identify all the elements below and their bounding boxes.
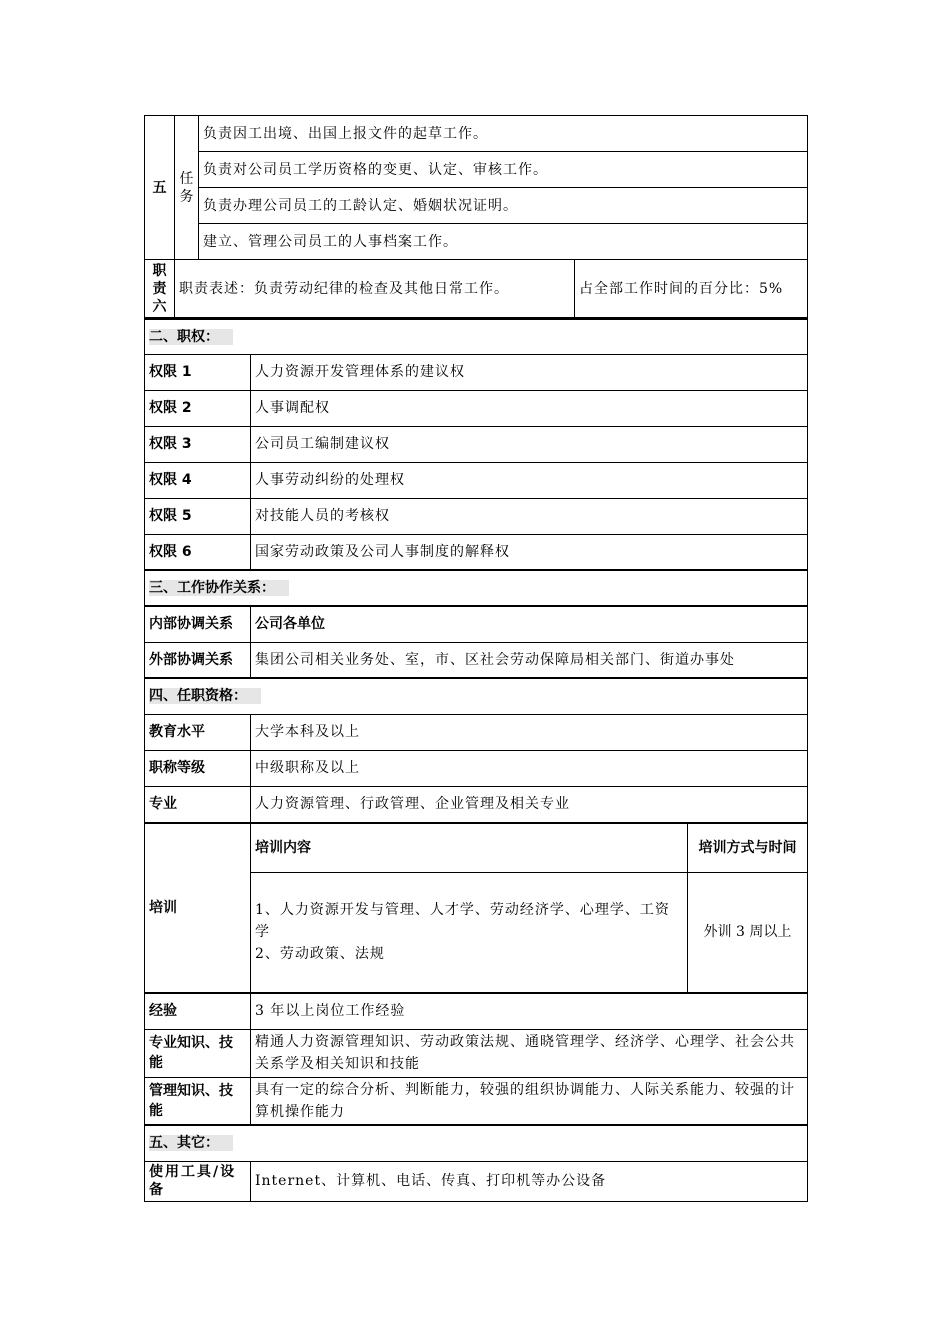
duty6-description: 职责表述：负责劳动纪律的检查及其他日常工作。 xyxy=(175,260,575,318)
tools-label: 使用工具/设备 xyxy=(145,1161,251,1201)
authority-value-1: 人力资源开发管理体系的建议权 xyxy=(251,354,808,390)
education-label: 教育水平 xyxy=(145,714,251,750)
education-value: 大学本科及以上 xyxy=(251,714,808,750)
authority-label-2: 权限 2 xyxy=(145,390,251,426)
internal-coop-label: 内部协调关系 xyxy=(145,606,251,642)
training-content xyxy=(251,872,688,992)
duty5-number: 五 xyxy=(145,116,175,260)
duty5-task-1: 负责因工出境、出国上报文件的起草工作。 xyxy=(199,116,808,152)
authority-title: 二、职权： xyxy=(145,319,808,354)
major-value: 人力资源管理、行政管理、企业管理及相关专业 xyxy=(251,786,808,822)
duty5-task-3: 负责办理公司员工的工龄认定、婚姻状况证明。 xyxy=(199,188,808,224)
pro-skill-label: 专业知识、技能 xyxy=(145,1029,251,1077)
authority-value-3: 公司员工编制建议权 xyxy=(251,426,808,462)
external-coop-label: 外部协调关系 xyxy=(145,642,251,678)
duty5-task-2: 负责对公司员工学历资格的变更、认定、审核工作。 xyxy=(199,152,808,188)
other-title: 五、其它： xyxy=(145,1125,808,1161)
training-content-line-2: 2、劳动政策、法规 xyxy=(255,946,385,962)
experience-value: 3 年以上岗位工作经验 xyxy=(251,993,808,1029)
authority-label-5: 权限 5 xyxy=(145,498,251,534)
qualification-extra-table xyxy=(144,993,808,1202)
authority-table xyxy=(144,318,808,823)
training-content-line-1: 1、人力资源开发与管理、人才学、劳动经济学、心理学、工资学 xyxy=(255,902,670,940)
training-table xyxy=(144,823,808,993)
mgmt-skill-label: 管理知识、技能 xyxy=(145,1077,251,1125)
job-description-page xyxy=(144,115,807,1202)
experience-label: 经验 xyxy=(145,993,251,1029)
training-label: 培训 xyxy=(145,823,251,992)
title-level-label: 职称等级 xyxy=(145,750,251,786)
authority-label-6: 权限 6 xyxy=(145,534,251,570)
internal-coop-value: 公司各单位 xyxy=(251,606,808,642)
training-method-header: 培训方式与时间 xyxy=(688,823,808,872)
duty6-percent: 占全部工作时间的百分比：5% xyxy=(575,260,808,318)
mgmt-skill-value: 具有一定的综合分析、判断能力，较强的组织协调能力、人际关系能力、较强的计算机操作能力 xyxy=(251,1077,808,1125)
authority-value-6: 国家劳动政策及公司人事制度的解释权 xyxy=(251,534,808,570)
tools-value: Internet、计算机、电话、传真、打印机等办公设备 xyxy=(251,1161,808,1201)
training-content-header: 培训内容 xyxy=(251,823,688,872)
authority-value-4: 人事劳动纠纷的处理权 xyxy=(251,462,808,498)
duty6-label: 职责六 xyxy=(145,260,175,318)
cooperation-title: 三、工作协作关系： xyxy=(145,570,808,606)
duty5-task-4: 建立、管理公司员工的人事档案工作。 xyxy=(199,224,808,260)
authority-label-1: 权限 1 xyxy=(145,354,251,390)
authority-label-4: 权限 4 xyxy=(145,462,251,498)
major-label: 专业 xyxy=(145,786,251,822)
title-level-value: 中级职称及以上 xyxy=(251,750,808,786)
duty5-task-label: 任务 xyxy=(175,116,199,260)
authority-value-2: 人事调配权 xyxy=(251,390,808,426)
external-coop-value: 集团公司相关业务处、室，市、区社会劳动保障局相关部门、街道办事处 xyxy=(251,642,808,678)
pro-skill-value: 精通人力资源管理知识、劳动政策法规、通晓管理学、经济学、心理学、社会公共关系学及相关知识和技能 xyxy=(251,1029,808,1077)
duties-table xyxy=(144,115,808,318)
authority-value-5: 对技能人员的考核权 xyxy=(251,498,808,534)
authority-label-3: 权限 3 xyxy=(145,426,251,462)
training-method-value: 外训 3 周以上 xyxy=(688,872,808,992)
qualification-title: 四、任职资格： xyxy=(145,678,808,714)
